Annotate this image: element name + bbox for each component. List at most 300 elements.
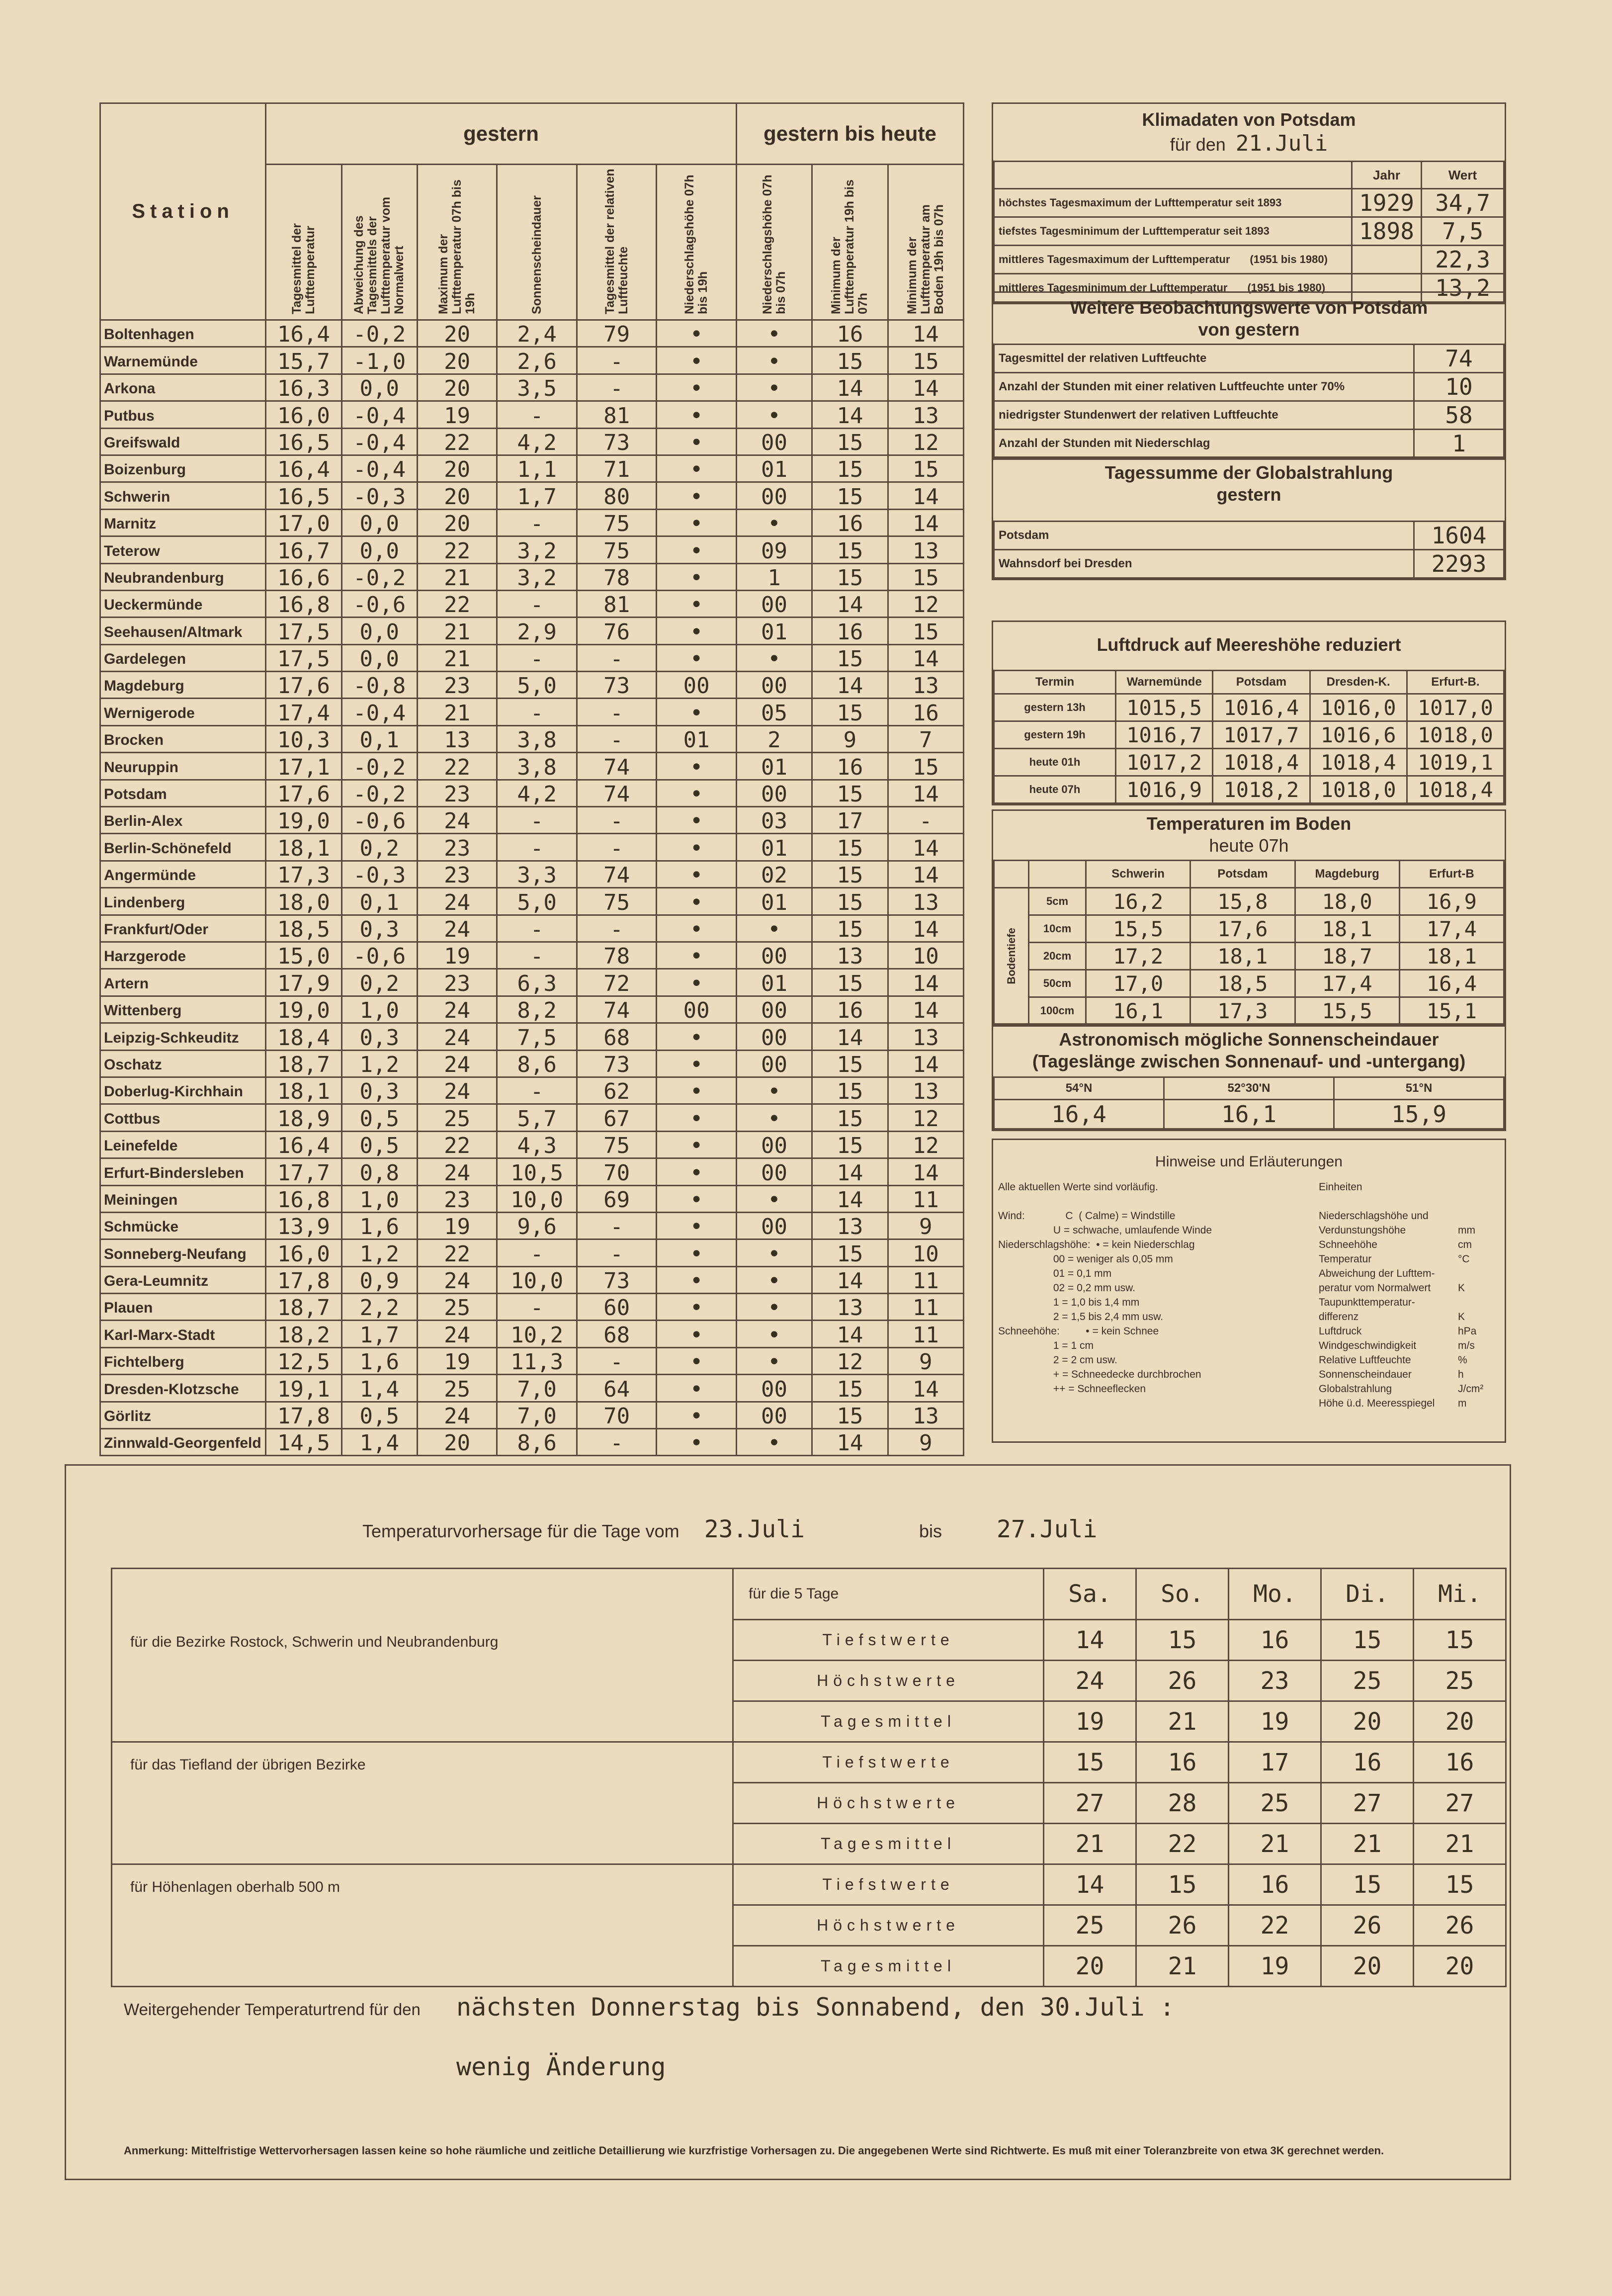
station-value: 1,4: [341, 1375, 417, 1402]
station-value: •: [657, 753, 737, 780]
forecast-value: 16: [1321, 1742, 1414, 1783]
soil-value: 18,1: [1190, 943, 1295, 970]
station-row: [100, 1321, 964, 1347]
pressure-value: 1018,4: [1407, 776, 1504, 803]
station-row: [100, 699, 964, 725]
trend-label: Weitergehender Temperaturtrend für den: [124, 2000, 421, 2019]
soil-value: 18,1: [1295, 915, 1399, 943]
station-row: [100, 455, 964, 482]
station-value: 2,9: [497, 618, 577, 644]
station-value: 16: [812, 753, 888, 780]
station-value: 18,5: [266, 915, 341, 942]
station-value: 00: [736, 1050, 812, 1077]
station-value: 81: [577, 401, 656, 428]
station-value: 1,4: [341, 1429, 417, 1456]
forecast-value: 23: [1229, 1661, 1321, 1701]
station-value: •: [657, 1104, 737, 1131]
climate-row: [994, 246, 1504, 274]
unit-quantity: Abweichung der Lufttem-: [1319, 1268, 1435, 1279]
station-name: Wittenberg: [100, 996, 266, 1023]
station-row: [100, 320, 964, 347]
climate-period: (1951 bis 1980): [1247, 281, 1326, 294]
forecast-value: 14: [1044, 1864, 1136, 1905]
station-value: 14: [888, 1050, 963, 1077]
forecast-value: 20: [1321, 1701, 1414, 1742]
station-value: 5,0: [497, 672, 577, 699]
station-row: [100, 1266, 964, 1293]
station-value: 25: [417, 1104, 497, 1131]
unit-quantity: differenz: [1319, 1311, 1359, 1323]
station-value: 15,0: [266, 942, 341, 969]
station-value: 74: [577, 753, 656, 780]
station-name: Brocken: [100, 725, 266, 752]
station-row: [100, 1212, 964, 1239]
station-name: Boltenhagen: [100, 320, 266, 347]
station-value: 14: [812, 1023, 888, 1050]
station-value: 13: [888, 1077, 963, 1104]
station-value: •: [657, 320, 737, 347]
station-name: Artern: [100, 969, 266, 996]
station-name: Boizenburg: [100, 455, 266, 482]
station-row: [100, 536, 964, 563]
station-value: 23: [417, 780, 497, 806]
station-name: Greifswald: [100, 428, 266, 455]
station-value: 9: [888, 1347, 963, 1374]
forecast-date-from: 23.Juli: [704, 1515, 805, 1543]
station-value: 0,0: [341, 618, 417, 644]
unit-quantity: Taupunkttemperatur-: [1319, 1297, 1415, 1308]
station-value: 13: [812, 1212, 888, 1239]
soil-temperature-title: Temperaturen im Boden: [1146, 813, 1352, 834]
station-value: 00: [736, 1402, 812, 1428]
station-value: -0,4: [341, 455, 417, 482]
station-value: •: [657, 618, 737, 644]
soil-temperature-subtitle: heute 07h: [1209, 835, 1289, 856]
soil-value: 16,1: [1086, 997, 1190, 1025]
station-name: Gera-Leumnitz: [100, 1266, 266, 1293]
station-row: [100, 942, 964, 969]
station-value: •: [657, 1294, 737, 1321]
pressure-header: Termin: [994, 671, 1116, 694]
station-value: •: [657, 915, 737, 942]
station-value: 75: [577, 888, 656, 915]
station-value: -: [497, 699, 577, 725]
forecast-value: 15: [1321, 1620, 1414, 1661]
station-row: [100, 834, 964, 861]
global-value: 1604: [1414, 522, 1504, 550]
station-name: Leinefelde: [100, 1131, 266, 1158]
unit-symbol: %: [1458, 1354, 1467, 1366]
station-value: 8,6: [497, 1429, 577, 1456]
station-row: [100, 347, 964, 374]
unit-quantity: Globalstrahlung: [1319, 1383, 1392, 1395]
station-name: Meiningen: [100, 1185, 266, 1212]
station-value: •: [736, 1104, 812, 1131]
pressure-term: heute 07h: [994, 776, 1116, 803]
station-value: -: [577, 1429, 656, 1456]
station-value: •: [736, 1266, 812, 1293]
soil-row: [994, 915, 1504, 943]
station-value: 68: [577, 1321, 656, 1347]
station-value: 15: [888, 455, 963, 482]
station-value: 8,2: [497, 996, 577, 1023]
column-header: Tagesmittel der relativen Luftfeuchte: [577, 165, 656, 320]
unit-quantity: Temperatur: [1319, 1253, 1372, 1265]
station-value: 15: [812, 455, 888, 482]
station-value: •: [657, 563, 737, 590]
station-value: 18,7: [266, 1294, 341, 1321]
column-header: Abweichung des Tagesmittels der Lufttemperatur vom Normalwert: [341, 165, 417, 320]
station-value: •: [736, 1321, 812, 1347]
pressure-value: 1016,4: [1213, 694, 1310, 721]
forecast-value: 19: [1229, 1946, 1321, 1987]
weitere-label: Anzahl der Stunden mit Niederschlag: [994, 430, 1414, 458]
soil-row: [994, 997, 1504, 1025]
station-value: 14: [888, 969, 963, 996]
station-value: 1,6: [341, 1347, 417, 1374]
soil-value: 16,4: [1399, 970, 1504, 997]
station-value: 74: [577, 861, 656, 887]
column-header: Sonnenscheindauer: [497, 165, 577, 320]
station-row: [100, 1023, 964, 1050]
note-line: 1 = 1 cm: [998, 1340, 1094, 1351]
forecast-kind: Tiefstwerte: [733, 1864, 1044, 1905]
station-value: 7,0: [497, 1402, 577, 1428]
station-value: 15: [812, 644, 888, 671]
station-value: 20: [417, 509, 497, 536]
station-value: -: [577, 644, 656, 671]
forecast-value: 26: [1136, 1661, 1229, 1701]
pressure-value: 1015,5: [1116, 694, 1213, 721]
latitude-header: 54°N: [994, 1077, 1164, 1100]
climate-value: 22,3: [1422, 246, 1504, 274]
station-name: Neuruppin: [100, 753, 266, 780]
station-value: 0,0: [341, 644, 417, 671]
column-header: Maximum der Lufttemperatur 07h bis 19h: [417, 165, 497, 320]
station-value: 5,0: [497, 888, 577, 915]
station-value: 00: [736, 1375, 812, 1402]
station-value: 7,5: [497, 1023, 577, 1050]
station-value: •: [657, 1077, 737, 1104]
station-row: [100, 1402, 964, 1428]
station-value: 24: [417, 1266, 497, 1293]
station-value: •: [657, 1131, 737, 1158]
station-value: 14: [888, 915, 963, 942]
pressure-value: 1016,7: [1116, 721, 1213, 749]
station-row: [100, 1077, 964, 1104]
station-value: 17,3: [266, 861, 341, 887]
station-value: 01: [736, 888, 812, 915]
station-name: Marnitz: [100, 509, 266, 536]
climate-label: tiefstes Tagesminimum der Lufttemperatur seit 1893: [999, 225, 1270, 237]
note-line: U = schwache, umlaufende Winde: [998, 1225, 1212, 1236]
station-row: [100, 1131, 964, 1158]
station-value: 20: [417, 347, 497, 374]
forecast-value: 24: [1044, 1661, 1136, 1701]
station-value: 67: [577, 1104, 656, 1131]
station-value: 16,3: [266, 374, 341, 401]
forecast-title: Temperaturvorhersage für die Tage vom 23.Juli bis 27.Juli: [362, 1515, 1098, 1543]
station-table: [99, 102, 964, 1456]
station-value: 14: [888, 320, 963, 347]
further-observations-panel: [992, 291, 1506, 460]
forecast-value: 21: [1044, 1824, 1136, 1864]
station-value: 13: [812, 1294, 888, 1321]
station-value: 22: [417, 428, 497, 455]
forecast-value: 15: [1321, 1864, 1414, 1905]
station-value: 15: [888, 563, 963, 590]
station-value: 8,6: [497, 1050, 577, 1077]
station-value: 16,6: [266, 563, 341, 590]
soil-value: 15,5: [1295, 997, 1399, 1025]
station-value: -: [577, 725, 656, 752]
station-value: 11,3: [497, 1347, 577, 1374]
climate-year: [1352, 246, 1422, 274]
station-row: [100, 1375, 964, 1402]
station-value: 17,6: [266, 780, 341, 806]
station-value: -: [577, 1212, 656, 1239]
station-value: 13: [888, 401, 963, 428]
station-value: 73: [577, 672, 656, 699]
station-value: 0,0: [341, 374, 417, 401]
station-value: •: [657, 1050, 737, 1077]
station-row: [100, 807, 964, 834]
station-name: Doberlug-Kirchhain: [100, 1077, 266, 1104]
station-value: 15: [812, 482, 888, 509]
station-value: 12: [888, 1131, 963, 1158]
station-value: -0,2: [341, 780, 417, 806]
station-value: 14: [888, 644, 963, 671]
station-value: 20: [417, 482, 497, 509]
station-value: 24: [417, 1077, 497, 1104]
station-value: 22: [417, 536, 497, 563]
station-value: 10,3: [266, 725, 341, 752]
forecast-value: 21: [1136, 1701, 1229, 1742]
pressure-row: [994, 749, 1504, 776]
station-value: 15: [888, 753, 963, 780]
station-value: 00: [736, 1023, 812, 1050]
soil-value: 15,1: [1399, 997, 1504, 1025]
station-row: [100, 996, 964, 1023]
latitude-header: 51°N: [1334, 1077, 1504, 1100]
climate-row: [994, 189, 1504, 217]
station-value: •: [657, 807, 737, 834]
station-value: 17,4: [266, 699, 341, 725]
climate-label: mittleres Tagesminimum der Lufttemperatur: [999, 281, 1228, 294]
unit-row: [1319, 1223, 1503, 1237]
forecast-value: 19: [1229, 1701, 1321, 1742]
station-value: 24: [417, 1402, 497, 1428]
station-value: 01: [736, 969, 812, 996]
unit-symbol: m: [1458, 1398, 1467, 1409]
note-line: 00 = weniger als 0,05 mm: [998, 1253, 1173, 1265]
station-value: -: [497, 590, 577, 617]
station-value: 16,0: [266, 1239, 341, 1266]
station-name: Lindenberg: [100, 888, 266, 915]
station-value: 01: [657, 725, 737, 752]
weitere-row: [994, 373, 1504, 401]
station-name: Plauen: [100, 1294, 266, 1321]
global-radiation-title: Tagessumme der Globalstrahlung: [1104, 462, 1393, 483]
station-value: 00: [736, 482, 812, 509]
station-value: 15: [812, 563, 888, 590]
climate-value: 7,5: [1422, 217, 1504, 246]
station-row: [100, 888, 964, 915]
station-value: 70: [577, 1402, 656, 1428]
soil-value: 17,3: [1190, 997, 1295, 1025]
soil-depth: 10cm: [1029, 915, 1086, 943]
station-value: 0,2: [341, 969, 417, 996]
station-name: Putbus: [100, 401, 266, 428]
station-header: Station: [100, 103, 266, 320]
station-value: •: [657, 1239, 737, 1266]
station-value: -0,3: [341, 861, 417, 887]
station-value: 25: [417, 1375, 497, 1402]
station-value: •: [657, 1266, 737, 1293]
forecast-day: Di.: [1321, 1569, 1414, 1620]
pressure-header: Erfurt-B.: [1407, 671, 1504, 694]
station-value: 14: [888, 1375, 963, 1402]
forecast-section: [65, 1464, 1511, 2180]
pressure-header: Potsdam: [1213, 671, 1310, 694]
station-value: 74: [577, 996, 656, 1023]
station-value: •: [657, 509, 737, 536]
note-line: 01 = 0,1 mm: [998, 1268, 1112, 1279]
group-header-yesterday-to-today: gestern bis heute: [736, 103, 963, 165]
pressure-value: 1017,7: [1213, 721, 1310, 749]
station-value: 21: [417, 699, 497, 725]
station-value: 3,2: [497, 563, 577, 590]
station-value: -: [497, 509, 577, 536]
forecast-value: 22: [1229, 1905, 1321, 1946]
note-line: 02 = 0,2 mm usw.: [998, 1282, 1136, 1294]
soil-temperature-panel: [992, 809, 1506, 1027]
global-label: Wahnsdorf bei Dresden: [994, 550, 1414, 578]
pressure-value: 1016,0: [1310, 694, 1407, 721]
station-value: 13: [417, 725, 497, 752]
unit-symbol: h: [1458, 1369, 1464, 1380]
station-value: 81: [577, 590, 656, 617]
station-value: •: [657, 1375, 737, 1402]
station-value: 00: [736, 942, 812, 969]
station-value: 22: [417, 590, 497, 617]
station-value: 22: [417, 1239, 497, 1266]
station-name: Cottbus: [100, 1104, 266, 1131]
station-value: •: [736, 1077, 812, 1104]
units-list: [1319, 1209, 1503, 1411]
station-value: 18,1: [266, 1077, 341, 1104]
unit-row: [1319, 1396, 1503, 1411]
weitere-value: 58: [1414, 401, 1504, 430]
climate-value: 34,7: [1422, 189, 1504, 217]
forecast-value: 27: [1321, 1783, 1414, 1824]
station-value: 0,0: [341, 509, 417, 536]
station-value: 2,6: [497, 347, 577, 374]
note-line: 2 = 2 cm usw.: [998, 1354, 1117, 1366]
note-line: 2 = 1,5 bis 2,4 mm usw.: [998, 1311, 1164, 1323]
station-value: -: [577, 699, 656, 725]
station-value: -: [577, 834, 656, 861]
station-value: 24: [417, 996, 497, 1023]
soil-value: 17,6: [1190, 915, 1295, 943]
soil-header: Erfurt-B: [1399, 861, 1504, 888]
station-value: -0,4: [341, 699, 417, 725]
station-value: 14: [888, 780, 963, 806]
weitere-row: [994, 430, 1504, 458]
station-value: -0,6: [341, 807, 417, 834]
station-value: 79: [577, 320, 656, 347]
forecast-row: [112, 1742, 1506, 1783]
station-value: •: [736, 915, 812, 942]
station-value: 15: [812, 780, 888, 806]
station-value: 14: [812, 374, 888, 401]
unit-symbol: mm: [1458, 1225, 1475, 1236]
station-value: 19: [417, 401, 497, 428]
station-value: 74: [577, 780, 656, 806]
station-value: •: [657, 942, 737, 969]
station-value: 1: [736, 563, 812, 590]
station-value: •: [657, 780, 737, 806]
station-row: [100, 725, 964, 752]
air-pressure-title: Luftdruck auf Meereshöhe reduziert: [1097, 634, 1401, 655]
pressure-term: gestern 19h: [994, 721, 1116, 749]
station-value: 9: [812, 725, 888, 752]
station-value: 23: [417, 1185, 497, 1212]
station-value: -: [497, 644, 577, 671]
station-name: Sonneberg-Neufang: [100, 1239, 266, 1266]
station-value: 11: [888, 1294, 963, 1321]
station-value: -: [497, 915, 577, 942]
latitude-header: 52°30'N: [1164, 1077, 1334, 1100]
station-value: •: [657, 1321, 737, 1347]
weitere-value: 10: [1414, 373, 1504, 401]
station-value: 05: [736, 699, 812, 725]
forecast-value: 28: [1136, 1783, 1229, 1824]
station-value: 16,5: [266, 482, 341, 509]
station-name: Dresden-Klotzsche: [100, 1375, 266, 1402]
station-value: 13: [888, 536, 963, 563]
station-value: 0,3: [341, 1077, 417, 1104]
station-value: -0,6: [341, 590, 417, 617]
station-value: 1,2: [341, 1239, 417, 1266]
station-value: 19: [417, 942, 497, 969]
soil-depth: 100cm: [1029, 997, 1086, 1025]
station-value: 21: [417, 644, 497, 671]
forecast-value: 15: [1136, 1620, 1229, 1661]
station-value: 00: [736, 1131, 812, 1158]
station-value: •: [657, 1429, 737, 1456]
global-radiation-subtitle: gestern: [1216, 484, 1281, 505]
station-value: 71: [577, 455, 656, 482]
station-value: 3,8: [497, 725, 577, 752]
note-line: Wind: C ( Calme) = Windstille: [998, 1210, 1176, 1222]
station-value: 17: [812, 807, 888, 834]
sunshine-value: 15,9: [1334, 1100, 1504, 1129]
station-row: [100, 1347, 964, 1374]
weitere-row: [994, 345, 1504, 373]
forecast-kind: Tagesmittel: [733, 1946, 1044, 1987]
year-header: Jahr: [1352, 162, 1422, 189]
climate-data-title: Klimadaten von Potsdam: [1142, 109, 1356, 130]
station-value: -: [888, 807, 963, 834]
station-value: 14: [812, 590, 888, 617]
station-value: 19,0: [266, 807, 341, 834]
station-value: 09: [736, 536, 812, 563]
station-value: 16: [812, 618, 888, 644]
forecast-region: für Höhenlagen oberhalb 500 m: [112, 1864, 733, 1987]
forecast-table: [111, 1568, 1507, 1987]
station-value: 17,5: [266, 644, 341, 671]
